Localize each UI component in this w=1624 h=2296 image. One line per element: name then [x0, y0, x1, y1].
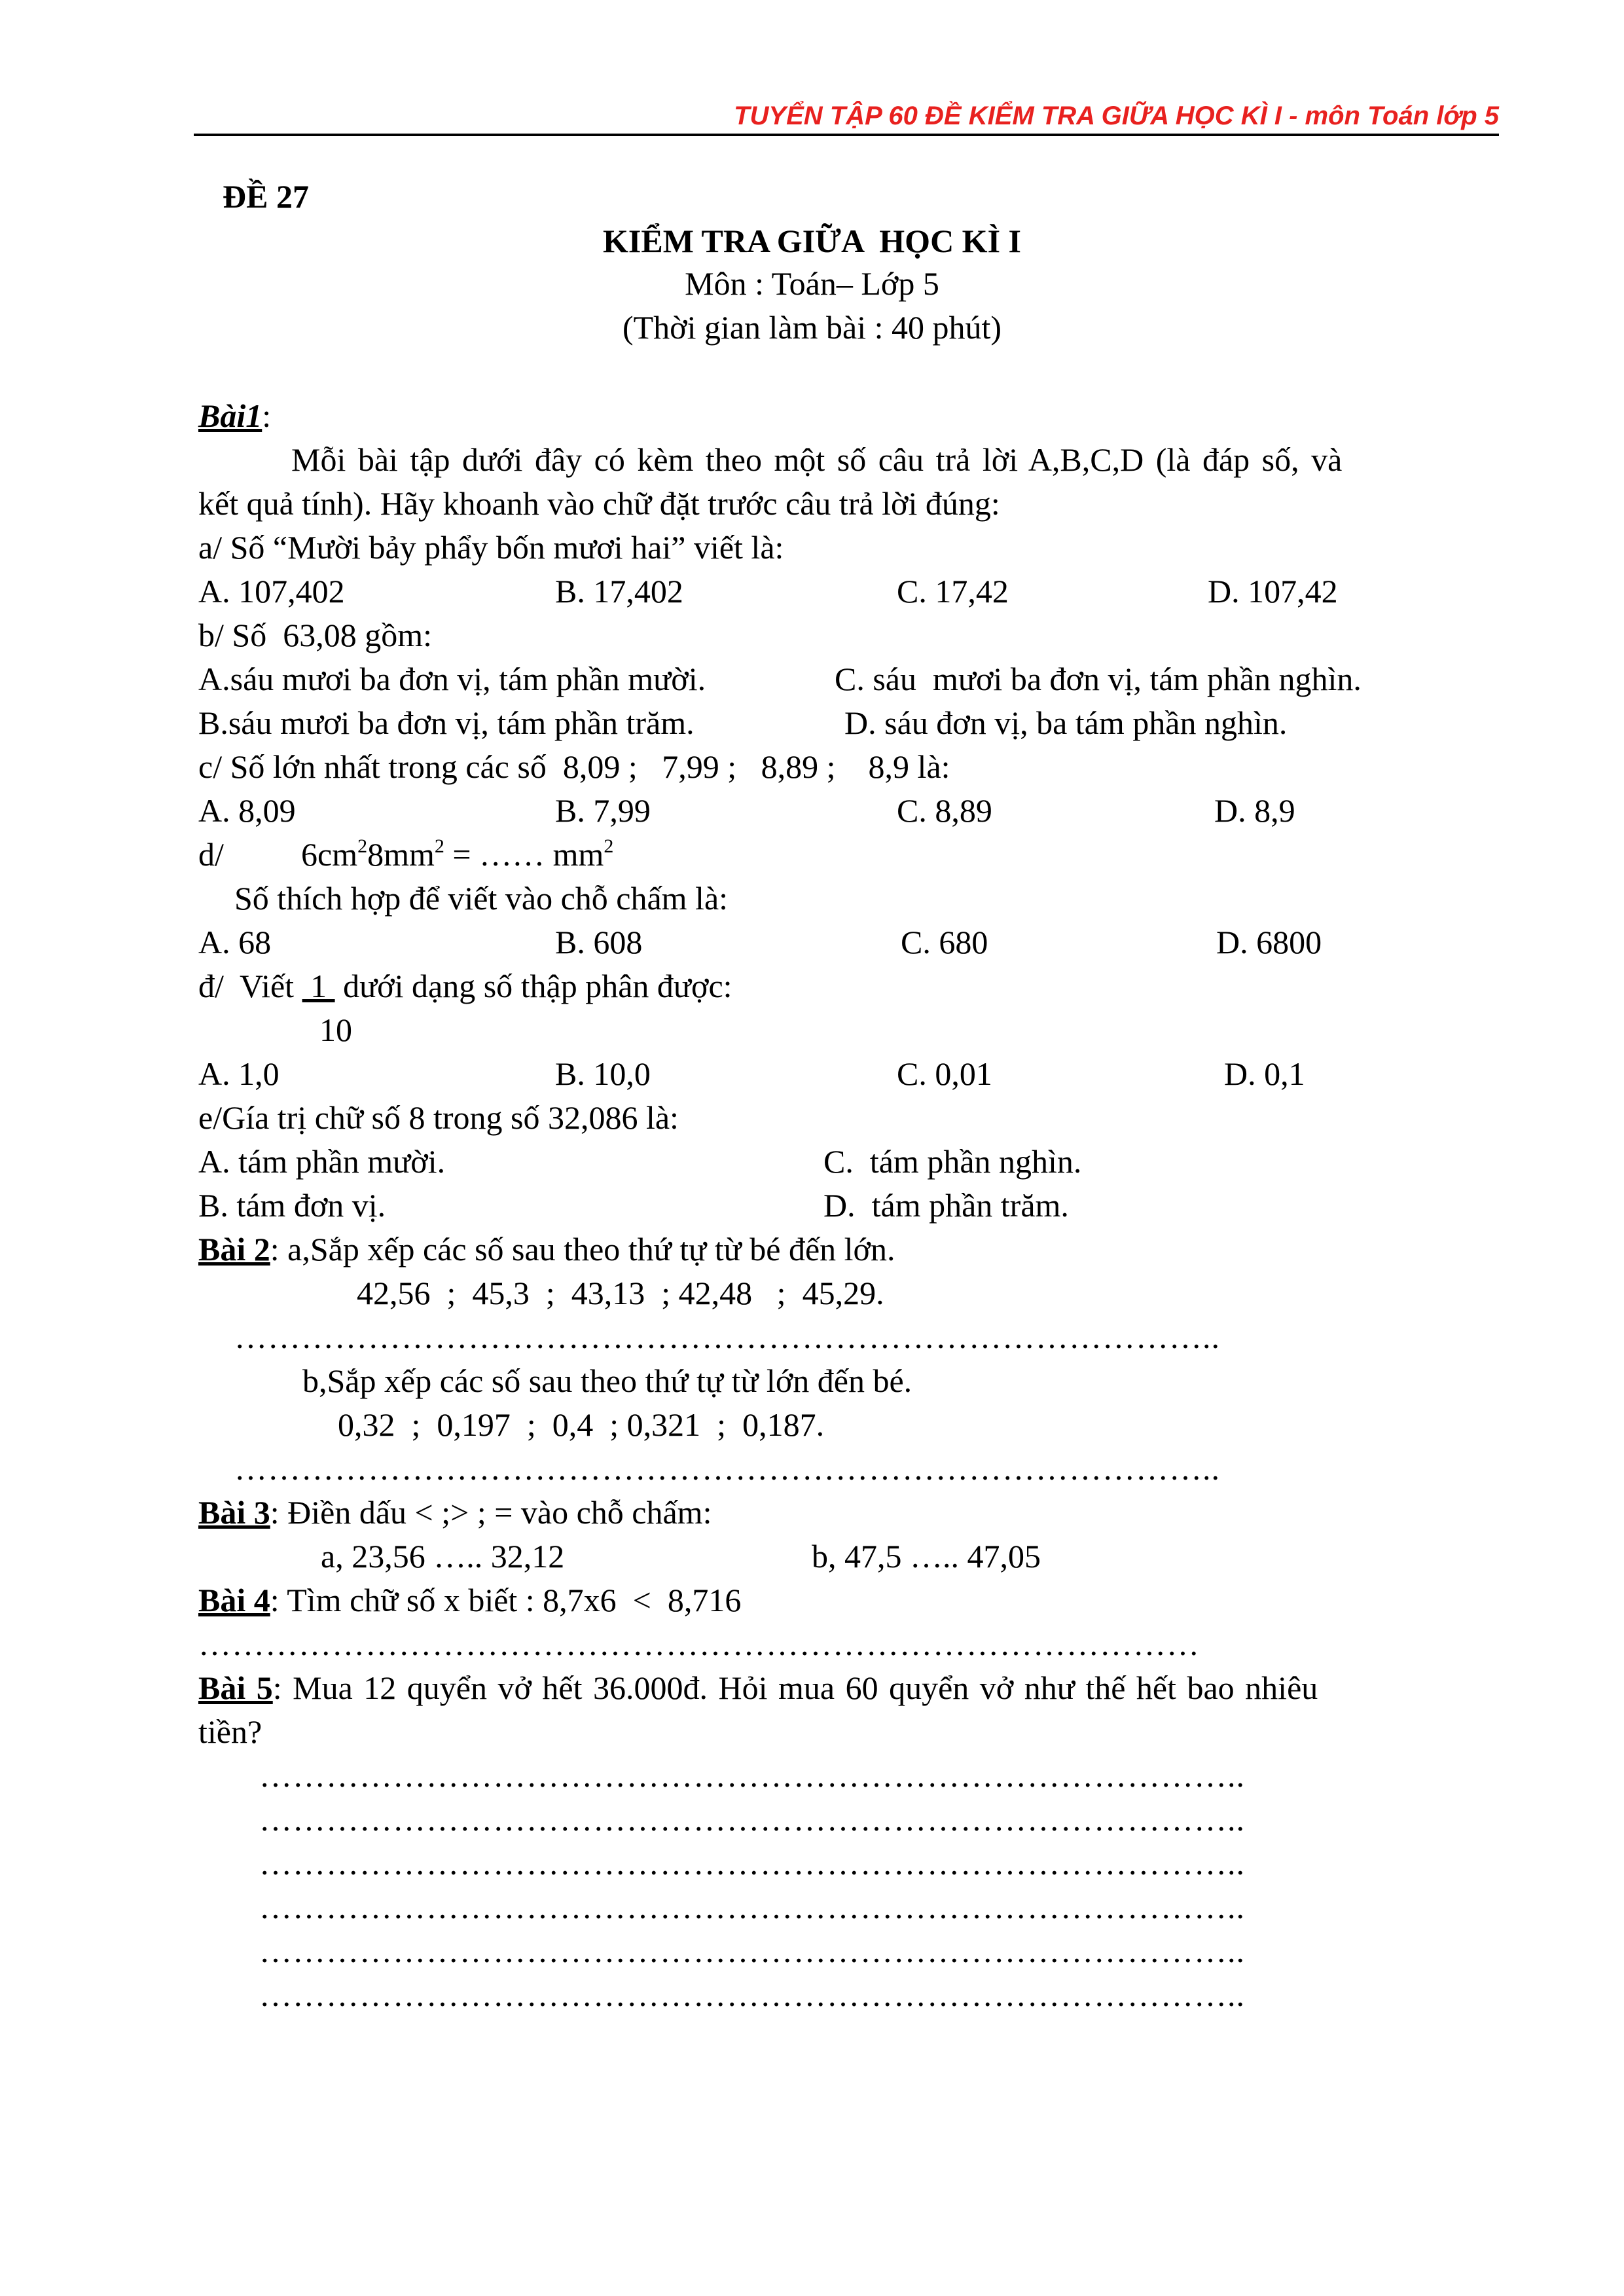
d-expr-result: = …… mm [444, 836, 604, 873]
bai5-label: Bài 5 [198, 1669, 273, 1706]
bai1-e-option-d: D. tám phần trăm. [823, 1187, 1069, 1224]
bai1-dd-option-b: B. 10,0 [555, 1055, 651, 1092]
bai1-instruction-1: Mỗi bài tập dưới đây có kèm theo một số câu trả lời A,B,C,D (là đáp số, và [291, 441, 1343, 478]
bai1-dd-question [198, 966, 732, 1006]
d-sup-2: 2 [434, 835, 444, 857]
bai1-d-option-b: B. 608 [555, 924, 643, 960]
bai1-c-option-c: C. 8,89 [897, 792, 992, 829]
bai4-label: Bài 4 [198, 1582, 270, 1618]
bai1-dd-option-a: A. 1,0 [198, 1055, 280, 1092]
bai4-text: : Tìm chữ số x biết : 8,7x6 < 8,716 [270, 1582, 742, 1618]
bai5-heading [198, 1668, 1318, 1707]
bai1-d-option-c: C. 680 [901, 924, 988, 960]
bai2-label: Bài 2 [198, 1231, 270, 1267]
bai2-answer-line-a[interactable]: …………………………………………………………………………….. [234, 1319, 1220, 1355]
bai5-answer-line-5[interactable]: …………………………………………………………………………….. [259, 1933, 1245, 1969]
bai2-answer-line-b[interactable]: …………………………………………………………………………….. [234, 1450, 1220, 1487]
bai5-answer-line-6[interactable]: …………………………………………………………………………….. [259, 1977, 1245, 2013]
bai1-c-option-b: B. 7,99 [555, 792, 651, 829]
bai1-d-prefix: d/ [198, 836, 224, 873]
bai1-b-option-d: D. sáu đơn vị, ba tám phần nghìn. [844, 704, 1288, 741]
bai1-instruction-2: kết quả tính). Hãy khoanh vào chữ đặt trước câu trả lời đúng: [198, 485, 1000, 522]
bai1-d-expression [301, 835, 613, 874]
bai3-b[interactable]: b, 47,5 ….. 47,05 [812, 1538, 1041, 1575]
dd-suffix: dưới dạng số thập phân được: [334, 968, 732, 1004]
bai1-label: Bài1 [198, 397, 262, 434]
header-divider [194, 134, 1499, 136]
bai1-a-option-b: B. 17,402 [555, 573, 683, 610]
bai3-a[interactable]: a, 23,56 ….. 32,12 [321, 1538, 565, 1575]
bai3-heading [198, 1493, 712, 1532]
bai1-c-question: c/ Số lớn nhất trong các số 8,09 ; 7,99 ; 8,89 ; 8,9 là: [198, 748, 950, 785]
bai1-b-option-c: C. sáu mươi ba đơn vị, tám phần nghìn. [835, 661, 1362, 697]
bai2-part-b: b,Sắp xếp các số sau theo thứ tự từ lớn đến bé. [302, 1362, 912, 1399]
bai5-text-2: tiền? [198, 1713, 262, 1750]
bai1-c-option-d: D. 8,9 [1214, 792, 1295, 829]
bai5-answer-line-1[interactable]: …………………………………………………………………………….. [259, 1757, 1245, 1794]
d-sup-1: 2 [357, 835, 368, 857]
bai5-text-1: : Mua 12 quyển vở hết 36.000đ. Hỏi mua 60 quyển vở như thế hết bao nhiêu [272, 1669, 1318, 1706]
bai1-heading [198, 396, 271, 435]
exam-number: ĐỀ 27 [223, 178, 309, 215]
bai1-dd-option-c: C. 0,01 [897, 1055, 992, 1092]
bai4-heading [198, 1580, 741, 1620]
d-expr-cm: 6cm [301, 836, 358, 873]
bai5-answer-line-3[interactable]: …………………………………………………………………………….. [259, 1845, 1245, 1882]
bai1-e-option-a: A. tám phần mười. [198, 1143, 446, 1180]
running-header: TUYỂN TẬP 60 ĐỀ KIỂM TRA GIỮA HỌC KÌ I - môn Toán lớp 5 [734, 101, 1499, 130]
bai1-d-subquestion: Số thích hợp để viết vào chỗ chấm là: [234, 880, 729, 917]
bai3-text: : Điền dấu < ;> ; = vào chỗ chấm: [270, 1494, 712, 1531]
bai1-dd-option-d: D. 0,1 [1224, 1055, 1305, 1092]
dd-prefix: đ/ Viết [198, 968, 295, 1004]
bai1-c-option-a: A. 8,09 [198, 792, 296, 829]
dd-fraction-denominator: 10 [319, 1011, 352, 1048]
bai1-e-option-c: C. tám phần nghìn. [823, 1143, 1082, 1180]
bai1-a-question: a/ Số “Mười bảy phẩy bốn mươi hai” viết là: [198, 529, 784, 566]
dd-fraction-numerator: 1 [302, 968, 335, 1004]
bai1-a-option-d: D. 107,42 [1208, 573, 1338, 610]
bai1-d-option-d: D. 6800 [1216, 924, 1322, 960]
bai5-answer-line-2[interactable]: …………………………………………………………………………….. [259, 1801, 1245, 1838]
bai1-d-option-a: A. 68 [198, 924, 272, 960]
bai1-b-question: b/ Số 63,08 gồm: [198, 617, 432, 653]
bai1-e-question: e/Gía trị chữ số 8 trong số 32,086 là: [198, 1099, 679, 1136]
exam-duration: (Thời gian làm bài : 40 phút) [622, 309, 1002, 346]
d-sup-3: 2 [604, 835, 614, 857]
bai2-part-a [198, 1230, 895, 1269]
bai1-b-option-a: A.sáu mươi ba đơn vị, tám phần mười. [198, 661, 706, 697]
bai1-a-option-c: C. 17,42 [897, 573, 1009, 610]
bai2-numbers-a: 42,56 ; 45,3 ; 43,13 ; 42,48 ; 45,29. [357, 1275, 884, 1311]
bai1-b-option-b: B.sáu mươi ba đơn vị, tám phần trăm. [198, 704, 695, 741]
bai2-part-a-text: : a,Sắp xếp các số sau theo thứ tự từ bé đến lớn. [270, 1231, 895, 1267]
bai1-a-option-a: A. 107,402 [198, 573, 345, 610]
bai4-answer-line[interactable]: ……………………………………………………………………………… [198, 1626, 1200, 1662]
exam-title: KIỂM TRA GIỮA HỌC KÌ I [603, 223, 1021, 259]
exam-subject: Môn : Toán– Lớp 5 [685, 265, 939, 302]
bai1-e-option-b: B. tám đơn vị. [198, 1187, 386, 1224]
bai1-colon: : [262, 397, 272, 434]
bai2-numbers-b: 0,32 ; 0,197 ; 0,4 ; 0,321 ; 0,187. [338, 1406, 825, 1443]
bai3-label: Bài 3 [198, 1494, 270, 1531]
d-expr-mm: 8mm [367, 836, 435, 873]
bai5-answer-line-4[interactable]: …………………………………………………………………………….. [259, 1889, 1245, 1925]
